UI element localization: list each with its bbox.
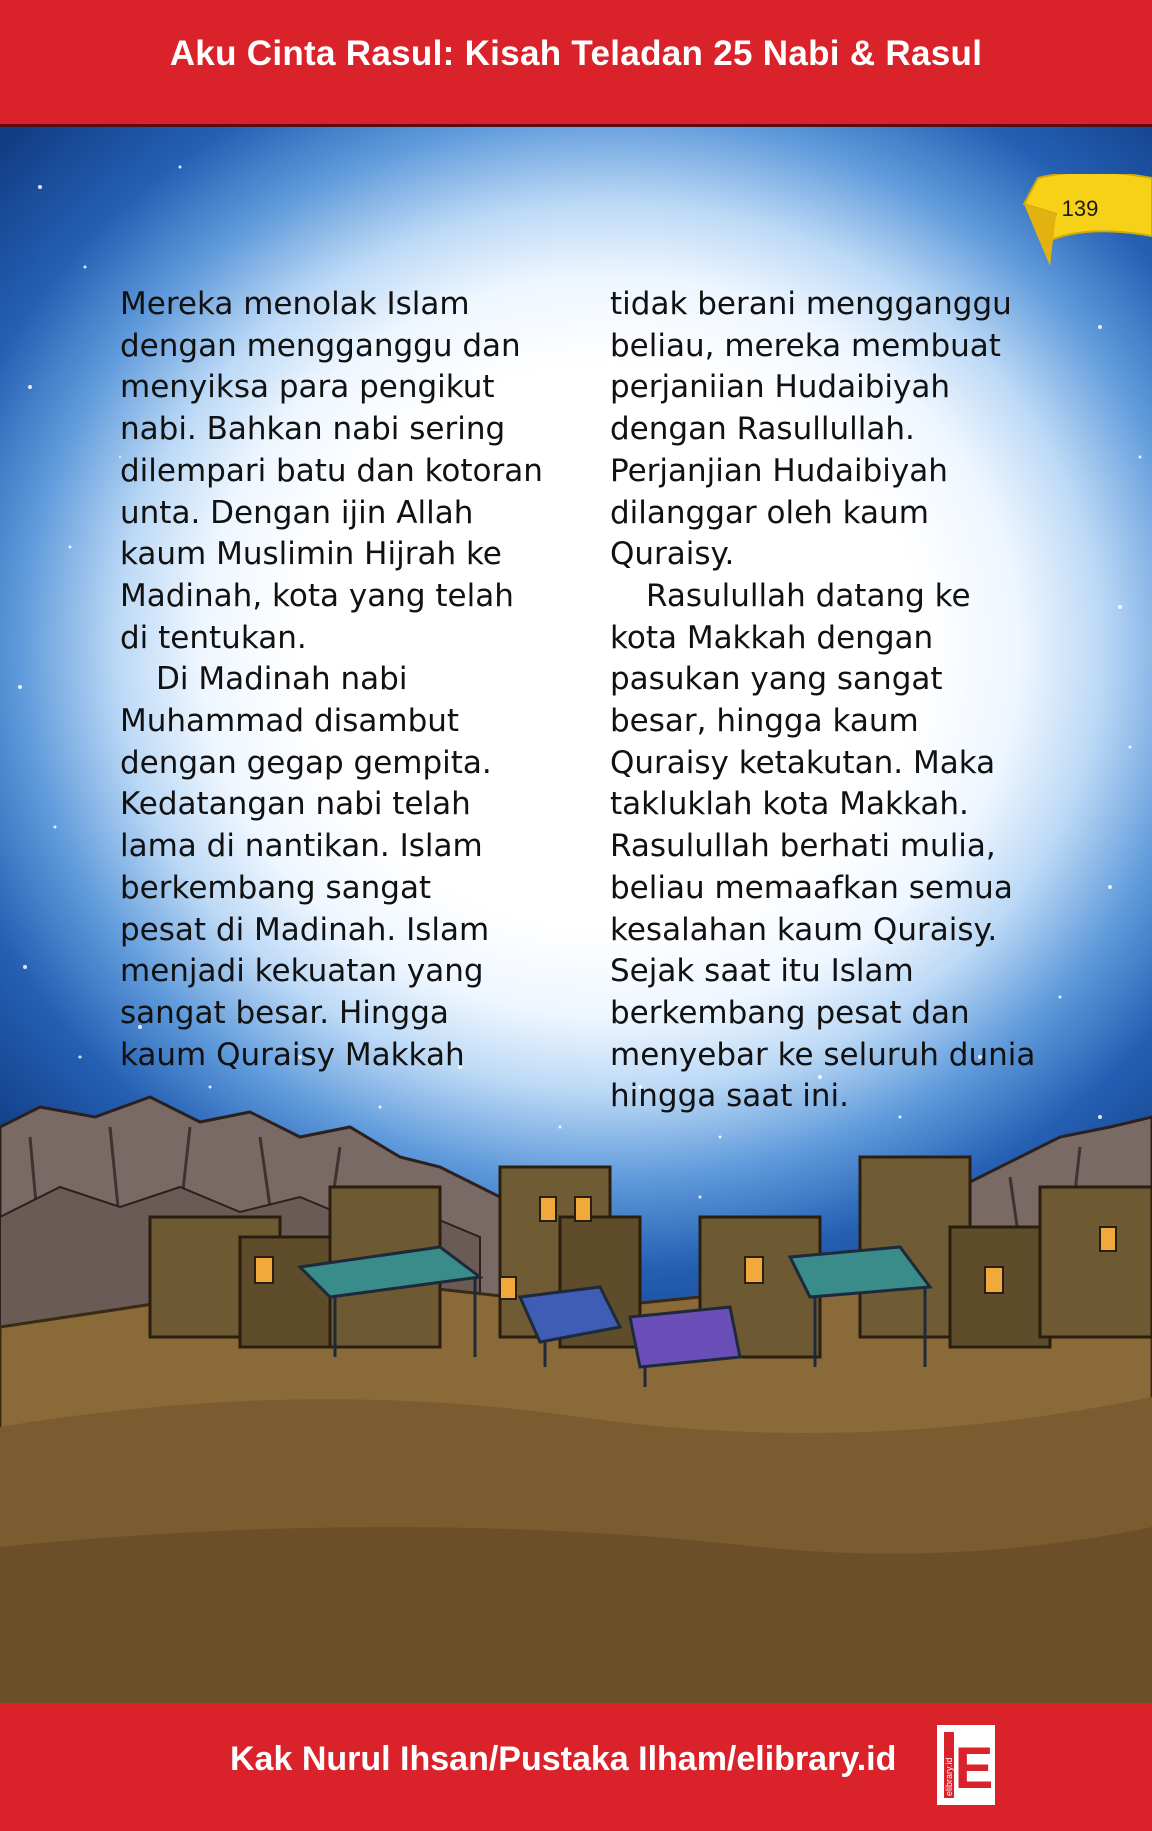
text-column-right xyxy=(610,284,1055,1118)
text-column-left xyxy=(120,284,560,1076)
page-number: 139 xyxy=(1061,196,1099,221)
logo-text: elibrary.id xyxy=(944,1757,954,1796)
paragraph: Mereka menolak Islam dengan mengganggu dan menyiksa para pengikut nabi. Bahkan nabi sering dilempari batu dan kotoran unta. Dengan ijin Allah kaum Muslimin Hijrah ke Madinah, kota yang telah di tentukan. xyxy=(120,286,543,656)
footer-credit: Kak Nurul Ihsan/Pustaka Ilham/elibrary.id xyxy=(230,1740,897,1778)
book-title: Aku Cinta Rasul: Kisah Teladan 25 Nabi & Rasul xyxy=(169,34,983,73)
logo-letter: E xyxy=(954,1736,994,1801)
elibrary-logo xyxy=(936,1724,996,1806)
header-bar xyxy=(0,0,1152,127)
paragraph: Rasulullah datang ke kota Makkah dengan pasukan yang sangat besar, hingga kaum Quraisy ketakutan. Maka takluklah kota Makkah. Rasulullah berhati mulia, beliau memaafkan semua kesalahan kaum Quraisy. Sejak saat itu Islam berkembang pesat dan menyebar ke seluruh dunia hingga saat ini. xyxy=(610,577,1036,1115)
paragraph: Di Madinah nabi Muhammad disambut dengan gegap gempita. Kedatangan nabi telah lama di nantikan. Islam berkembang sangat pesat di Madinah. Islam menjadi kekuatan yang sangat besar. Hingga kaum Quraisy Makkah xyxy=(120,661,492,1073)
paragraph: tidak berani mengganggu beliau, mereka membuat perjaniian Hudaibiyah dengan Rasullullah. Perjanjian Hudaibiyah dilanggar oleh kaum Quraisy. xyxy=(610,286,1012,573)
